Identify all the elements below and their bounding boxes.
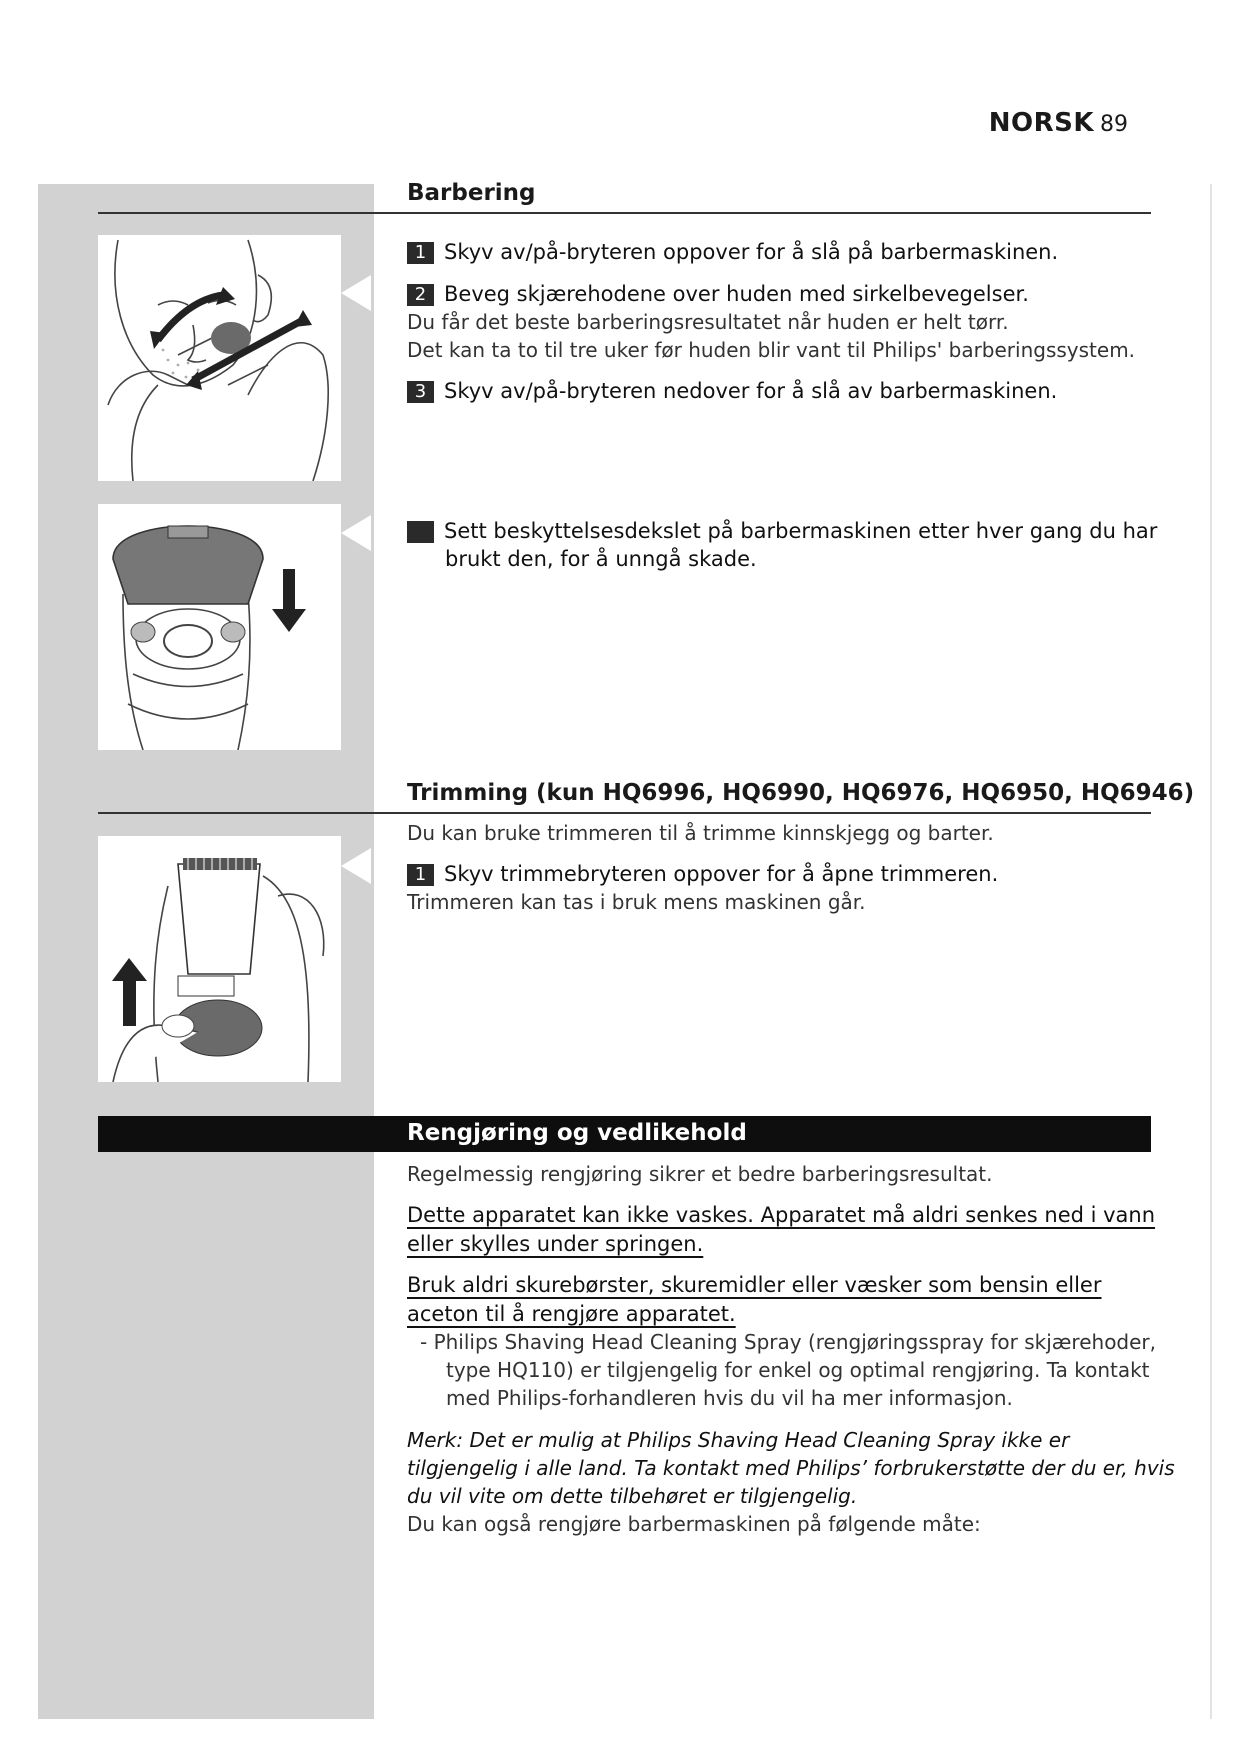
language-label: NORSK xyxy=(988,108,1094,138)
cleaning-closing: Du kan også rengjøre barbermaskinen på følgende måte: xyxy=(407,1512,981,1536)
shaving-note-dry-skin: Du får det beste barberingsresultatet når huden er helt tørr. xyxy=(407,310,1009,334)
step-text: Skyv trimmebryteren oppover for å åpne trimmeren. xyxy=(444,862,999,886)
cleaning-warning-abrasives xyxy=(407,1271,1167,1329)
cleaning-warning-water xyxy=(407,1201,1167,1259)
section-title-trimming: Trimming (kun HQ6996, HQ6990, HQ6976, HQ6950, HQ6946) xyxy=(407,780,1195,806)
shaving-face-illustration xyxy=(98,235,341,481)
figure-pointer xyxy=(341,515,371,551)
step-number-badge: 3 xyxy=(407,381,434,403)
protection-cap-drawing xyxy=(98,504,341,750)
section-title-bar-cleaning xyxy=(98,1116,1151,1152)
cleaning-intro: Regelmessig rengjøring sikrer et bedre barberingsresultat. xyxy=(407,1162,993,1186)
trimming-step-1 xyxy=(407,860,1167,888)
protection-cap-illustration xyxy=(98,504,341,750)
step-text: Sett beskyttelsesdekslet på barbermaskinen etter hver gang du har brukt den, for å unngå skade. xyxy=(444,519,1158,571)
page-number: 89 xyxy=(1100,112,1128,137)
section-rule-shaving xyxy=(98,212,1151,214)
warning-text: Dette apparatet kan ikke vaskes. Apparatet må aldri senkes ned i vann eller skylles under springen. xyxy=(407,1203,1156,1256)
figure-pointer xyxy=(341,848,371,884)
shaving-step-4 xyxy=(395,517,1205,573)
step-text: Beveg skjærehodene over huden med sirkelbevegelser. xyxy=(444,282,1029,306)
warning-text: Bruk aldri skurebørster, skuremidler eller væsker som bensin eller aceton til å rengjøre apparatet. xyxy=(407,1273,1102,1326)
step-number-badge: 1 xyxy=(407,864,434,886)
section-rule-trimming xyxy=(98,812,1151,814)
shaving-step-1 xyxy=(407,238,1167,266)
trimmer-drawing xyxy=(98,836,341,1082)
section-title-cleaning: Rengjøring og vedlikehold xyxy=(407,1120,747,1146)
shaving-step-3 xyxy=(407,377,1167,405)
step-number-badge: 4 xyxy=(407,521,434,543)
shaving-step-2 xyxy=(407,280,1167,308)
cleaning-availability-note: Merk: Det er mulig at Philips Shaving Head Cleaning Spray ikke er tilgjengelig i alle land. Ta kontakt med Philips’ forbrukerstøtte der du er, hvis du vil vite om dette tilbehøret er tilgjengelig. xyxy=(407,1428,1175,1508)
cleaning-spray-bullet: - Philips Shaving Head Cleaning Spray (rengjøringsspray for skjærehoder, type HQ110) er tilgjengelig for enkel og optimal rengjøring. Ta kontakt med Philips-forhandleren hvis du vil ha mer informasjon. xyxy=(420,1330,1157,1410)
page-edge-rule xyxy=(1210,184,1212,1719)
shaving-note-adaptation: Det kan ta to til tre uker før huden blir vant til Philips' barberingssystem. xyxy=(407,338,1136,362)
step-text: Skyv av/på-bryteren oppover for å slå på barbermaskinen. xyxy=(444,240,1059,264)
step-number-badge: 1 xyxy=(407,242,434,264)
figure-pointer xyxy=(341,275,371,311)
section-title-shaving: Barbering xyxy=(407,180,536,206)
shaving-face-drawing xyxy=(98,235,341,481)
step-text: Skyv av/på-bryteren nedover for å slå av barbermaskinen. xyxy=(444,379,1058,403)
step-number-badge: 2 xyxy=(407,284,434,306)
page-header xyxy=(989,108,1128,138)
trimmer-illustration xyxy=(98,836,341,1082)
trimming-intro: Du kan bruke trimmeren til å trimme kinnskjegg og barter. xyxy=(407,821,994,845)
trimming-note: Trimmeren kan tas i bruk mens maskinen går. xyxy=(407,890,866,914)
